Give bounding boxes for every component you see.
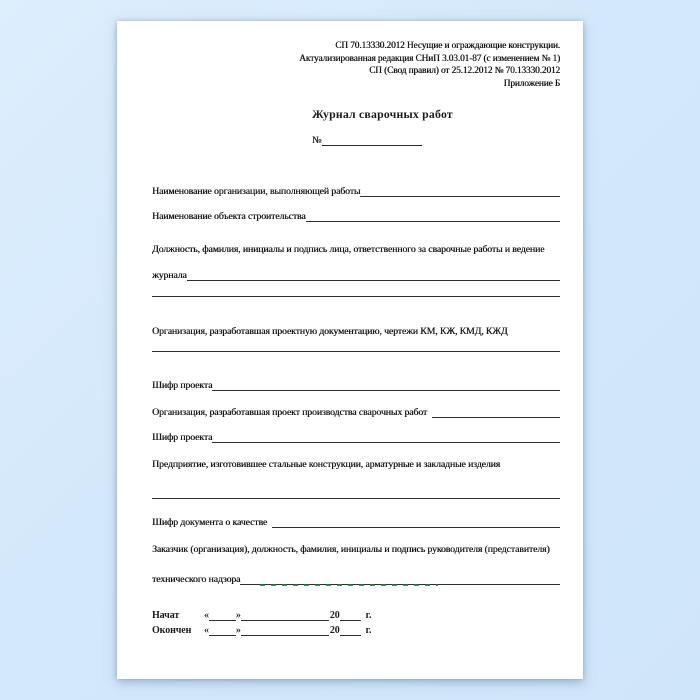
field-label: Наименование объекта строительства — [152, 211, 306, 222]
blank-line — [432, 404, 560, 418]
blank-day — [209, 609, 236, 621]
document-title: Журнал сварочных работ — [312, 107, 453, 121]
started-label: Начат — [152, 610, 180, 621]
blank-line — [240, 571, 560, 585]
field-label: Шифр проекта — [152, 432, 213, 443]
field-label: Наименование организации, выполняющей работы — [152, 186, 361, 197]
year-prefix: 20 — [329, 610, 340, 621]
field-technical-supervision — [152, 572, 560, 585]
blank-line-row — [152, 284, 560, 297]
blank-line-row — [152, 339, 560, 352]
field-manufacturer — [152, 457, 560, 470]
header-line: Приложение Б — [503, 78, 560, 89]
journal-number-row — [312, 132, 422, 146]
date-finished-row — [152, 622, 371, 636]
field-responsible-person — [152, 242, 560, 255]
field-label: Шифр проекта — [152, 380, 213, 391]
blank-year — [340, 609, 361, 621]
blank-line — [152, 338, 560, 352]
field-label: Предприятие, изготовившее стальные конструкции, арматурные и закладные изделия — [152, 459, 501, 470]
blank-month — [241, 624, 329, 636]
blank-line — [272, 514, 560, 528]
blank-line — [360, 183, 560, 197]
blank-line — [152, 485, 560, 499]
document-page — [117, 21, 583, 679]
date-started-row — [152, 607, 371, 621]
field-design-org — [152, 324, 560, 337]
field-label: журнала — [152, 270, 187, 281]
field-label: Организация, разработавшая проектную документацию, чертежи КМ, КЖ, КМД, КЖД — [152, 326, 508, 337]
blank-line — [212, 377, 560, 391]
blank-line — [306, 208, 560, 222]
field-project-code-2 — [152, 430, 560, 443]
field-label: Должность, фамилия, инициалы и подпись лица, ответственного за сварочные работы и ведение — [152, 244, 545, 255]
blank-line — [152, 283, 560, 297]
blank-line — [212, 429, 560, 443]
field-quality-doc-code — [152, 515, 560, 528]
field-org-performing — [152, 184, 560, 197]
header-line: СП (Свод правил) от 25.12.2012 № 70.13330.2012 — [369, 66, 560, 77]
journal-number-label: № — [312, 135, 322, 146]
blank-line-row — [152, 486, 560, 499]
field-welding-project-org — [152, 405, 560, 418]
blank-year — [340, 624, 361, 636]
field-object-name — [152, 209, 560, 222]
field-responsible-person-journal — [152, 268, 560, 281]
year-suffix: г. — [365, 610, 372, 621]
field-label: Шифр документа о качестве — [152, 517, 268, 528]
document-header — [152, 40, 560, 90]
scan-artifact-green-dashes — [260, 584, 438, 586]
field-label: Заказчик (организация), должность, фамилия, инициалы и подпись руководителя (представителя) — [152, 544, 550, 555]
finished-label: Окончен — [152, 625, 192, 636]
blank-line — [322, 134, 422, 146]
blank-month — [241, 609, 329, 621]
blank-line — [187, 267, 560, 281]
field-label: технического надзора — [152, 574, 241, 585]
field-customer — [152, 542, 560, 555]
field-label: Организация, разработавшая проект производства сварочных работ — [152, 407, 428, 418]
year-prefix: 20 — [329, 625, 340, 636]
header-line: Актуализированная редакция СНиП 3.03.01-87 (с изменением № 1) — [299, 53, 560, 64]
year-suffix: г. — [365, 625, 372, 636]
quote-open: « — [204, 610, 209, 621]
blank-day — [209, 624, 236, 636]
field-project-code-1 — [152, 378, 560, 391]
quote-close: » — [235, 610, 241, 621]
quote-close: » — [235, 625, 241, 636]
header-line: СП 70.13330.2012 Несущие и ограждающие конструкции. — [335, 41, 560, 51]
quote-open: « — [204, 625, 209, 636]
